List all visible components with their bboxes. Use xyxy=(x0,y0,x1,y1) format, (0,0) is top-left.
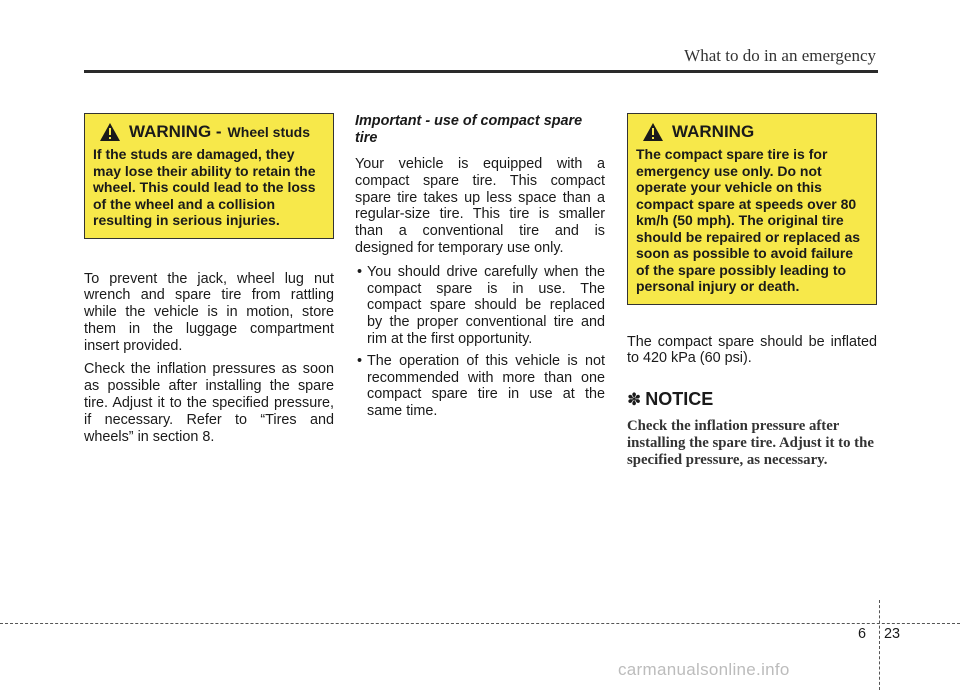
notice-header xyxy=(627,389,877,410)
footer-rule xyxy=(0,623,960,624)
column-3 xyxy=(627,113,877,469)
section-heading-compact-spare: Important - use of compact spare tire xyxy=(355,113,583,146)
page-header-title: What to do in an emergency xyxy=(684,46,876,65)
header-rule xyxy=(84,70,878,73)
warning-text: If the studs are damaged, they may lose their ability to retain the wheel. This could lead to the loss of the wheel and a collision resulting in serious injuries. xyxy=(93,146,316,228)
asterisk-icon: ✽ xyxy=(627,389,642,409)
warning-box-compact-spare xyxy=(627,113,877,305)
watermark: carmanualsonline.info xyxy=(618,660,790,679)
paragraph-inflation-pressure: The compact spare should be inflated to 420 kPa (60 psi). xyxy=(627,333,877,367)
paragraph-compact-spare-intro: Your vehicle is equipped with a compact spare tire. This compact spare tire takes up less space than a regular-size tire. This tire is smaller than a conventional tire and is designed for temporary use only. xyxy=(355,156,605,256)
warning-title: WARNING - xyxy=(129,122,222,141)
warning-header xyxy=(636,122,868,142)
column-1 xyxy=(84,113,334,452)
warning-subtitle: Wheel studs xyxy=(227,124,311,140)
bullet-list xyxy=(355,264,605,420)
list-item: • You should drive carefully when the compact spare is in use. The compact spare should be replaced by the proper conventional tire and rim at the first opportunity. xyxy=(355,264,605,348)
warning-triangle-icon xyxy=(99,122,121,142)
warning-box-wheel-studs xyxy=(84,113,334,239)
warning-title: WARNING xyxy=(672,122,755,141)
section-number: 6 xyxy=(858,626,867,642)
warning-triangle-icon xyxy=(642,122,664,142)
notice-title: NOTICE xyxy=(645,389,714,410)
column-2 xyxy=(355,113,605,425)
warning-text: The compact spare tire is for emergency use only. Do not operate your vehicle on this compact spare at speeds over 80 km/h (50 mph). The original tire should be repaired or replaced as soon as possible to avoid failure of the spare possibly leading to personal injury or death. xyxy=(636,146,861,294)
paragraph-storage: To prevent the jack, wheel lug nut wrench and spare tire from rattling while the vehicle is in motion, store them in the luggage compartment insert provided. xyxy=(84,270,334,354)
warning-header xyxy=(93,122,325,142)
paragraph-inflation: Check the inflation pressures as soon as possible after installing the spare tire. Adjust it to the specified pressure, if necessary. Refer to “Tires and wheels” in section 8. xyxy=(84,361,334,445)
list-item: • The operation of this vehicle is not recommended with more than one compact spare tire in use at the same time. xyxy=(355,353,605,420)
notice-text: Check the inflation pressure after installing the spare tire. Adjust it to the specified pressure, as necessary. xyxy=(627,418,874,469)
page-number: 23 xyxy=(884,626,901,642)
footer-divider xyxy=(879,600,880,690)
